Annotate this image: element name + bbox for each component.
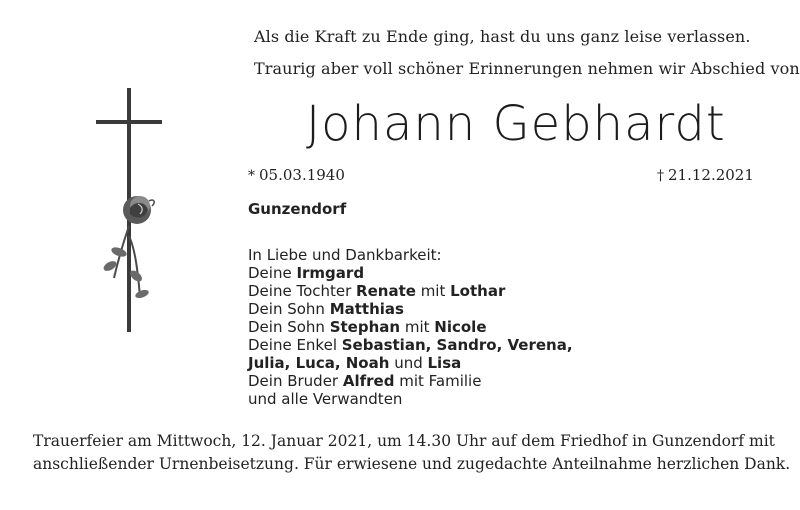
mourner-line [248,282,573,300]
cross-with-rose-icon [92,86,172,336]
mourner-line [248,354,573,372]
mourner-line [248,390,573,408]
mourner-name: Irmgard [296,264,365,282]
mourner-line [248,300,573,318]
mourner-relation: Deine [248,264,297,282]
mourner-relation: Deine Enkel [248,336,342,354]
place-name: Gunzendorf [248,200,347,218]
mourners-list [248,246,573,408]
mourner-line [248,318,573,336]
deceased-name: Johann Gebhardt [306,96,726,152]
mourner-relation: mit [400,318,435,336]
mourner-relation: Dein Sohn [248,318,330,336]
mourner-relation: mit [415,282,451,300]
mourner-line [248,372,573,390]
mourner-name: Nicole [434,318,487,336]
mourner-relation: mit Familie [394,372,482,390]
funeral-notice-line-1: Trauerfeier am Mittwoch, 12. Januar 2021, um 14.30 Uhr auf dem Friedhof in Gunzendorf mit [33,432,775,450]
mourner-relation: Deine Tochter [248,282,357,300]
mourner-name: Sebastian, Sandro, Verena, [341,336,573,354]
mourner-name: Lothar [450,282,506,300]
birth-date: 05.03.1940 [259,166,345,184]
birth-date-block [248,166,345,184]
mourner-name: Julia, Luca, Noah [248,354,390,372]
mourner-relation: Dein Bruder [248,372,343,390]
death-symbol: † [657,168,664,184]
mourner-name: Matthias [329,300,404,318]
birth-symbol: * [248,168,255,184]
mourner-line [248,264,573,282]
mourner-name: Renate [356,282,416,300]
death-date: 21.12.2021 [668,166,754,184]
mourner-relation: und alle Verwandten [248,390,403,408]
mourner-name: Lisa [427,354,462,372]
mourner-relation: und [389,354,428,372]
mourner-name: Alfred [342,372,395,390]
mourner-name: Stephan [329,318,401,336]
mourner-relation: Dein Sohn [248,300,330,318]
mourner-lines [248,264,573,408]
mourners-intro: In Liebe und Dankbarkeit: [248,246,442,264]
mourner-line [248,336,573,354]
intro-line-2: Traurig aber voll schöner Erinnerungen nehmen wir Abschied von [254,59,800,78]
death-date-block [657,166,754,184]
funeral-notice-line-2: anschließender Urnenbeisetzung. Für erwiesene und zugedachte Anteilnahme herzlichen Dank. [33,455,791,473]
funeral-notice [33,430,791,476]
intro-line-1: Als die Kraft zu Ende ging, hast du uns ganz leise verlassen. [254,27,751,46]
